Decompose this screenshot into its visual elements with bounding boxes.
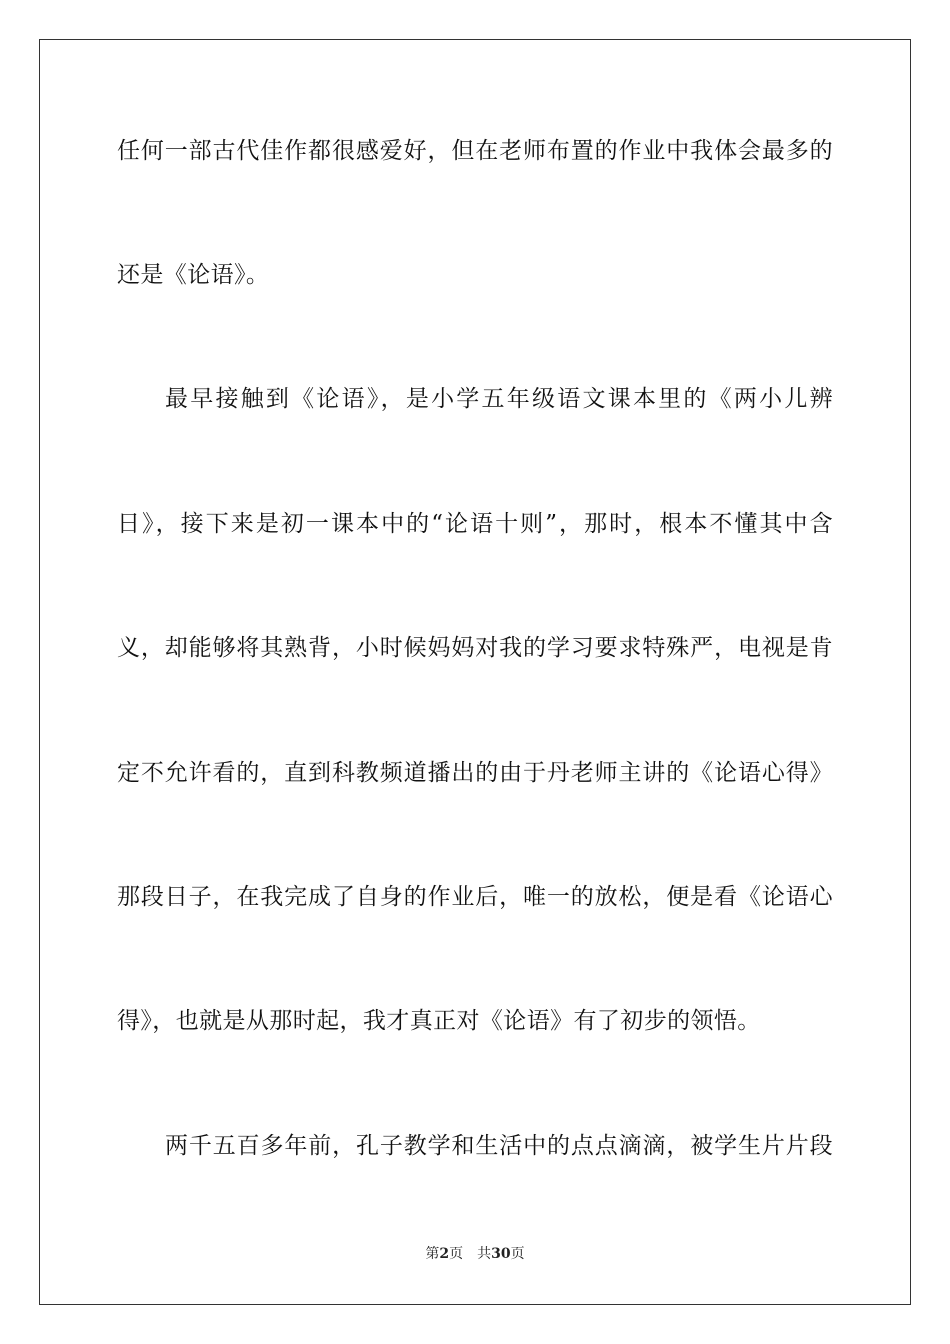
text-line-2: 还是《论语》。 [117, 262, 270, 288]
text-line-9: 两千五百多年前，孔子教学和生活中的点点滴滴，被学生片片段 [165, 1133, 833, 1159]
text-line-7: 那段日子，在我完成了自身的作业后，唯一的放松，便是看《论语心 [117, 884, 833, 910]
text-line-3: 最早接触到《论语》，是小学五年级语文课本里的《两小儿辨 [165, 386, 833, 412]
text-line-1: 任何一部古代佳作都很感爱好，但在老师布置的作业中我体会最多的 [117, 138, 833, 164]
page-number: 2 [439, 1246, 450, 1262]
page-border [39, 39, 911, 1305]
total-pages: 30 [491, 1246, 511, 1262]
text-line-6: 定不允许看的，直到科教频道播出的由于丹老师主讲的《论语心得》 [117, 760, 833, 786]
text-line-4: 日》，接下来是初一课本中的“论语十则”，那时，根本不懂其中含 [117, 511, 833, 537]
total-prefix: 共 [477, 1246, 492, 1262]
total-suffix: 页 [510, 1246, 525, 1262]
page-prefix: 第 [425, 1246, 440, 1262]
page-suffix: 页 [449, 1246, 464, 1262]
page-footer [0, 1244, 950, 1264]
text-line-5: 义，却能够将其熟背，小时候妈妈对我的学习要求特殊严，电视是肯 [117, 635, 833, 661]
text-line-8: 得》，也就是从那时起，我才真正对《论语》有了初步的领悟。 [117, 1008, 761, 1034]
